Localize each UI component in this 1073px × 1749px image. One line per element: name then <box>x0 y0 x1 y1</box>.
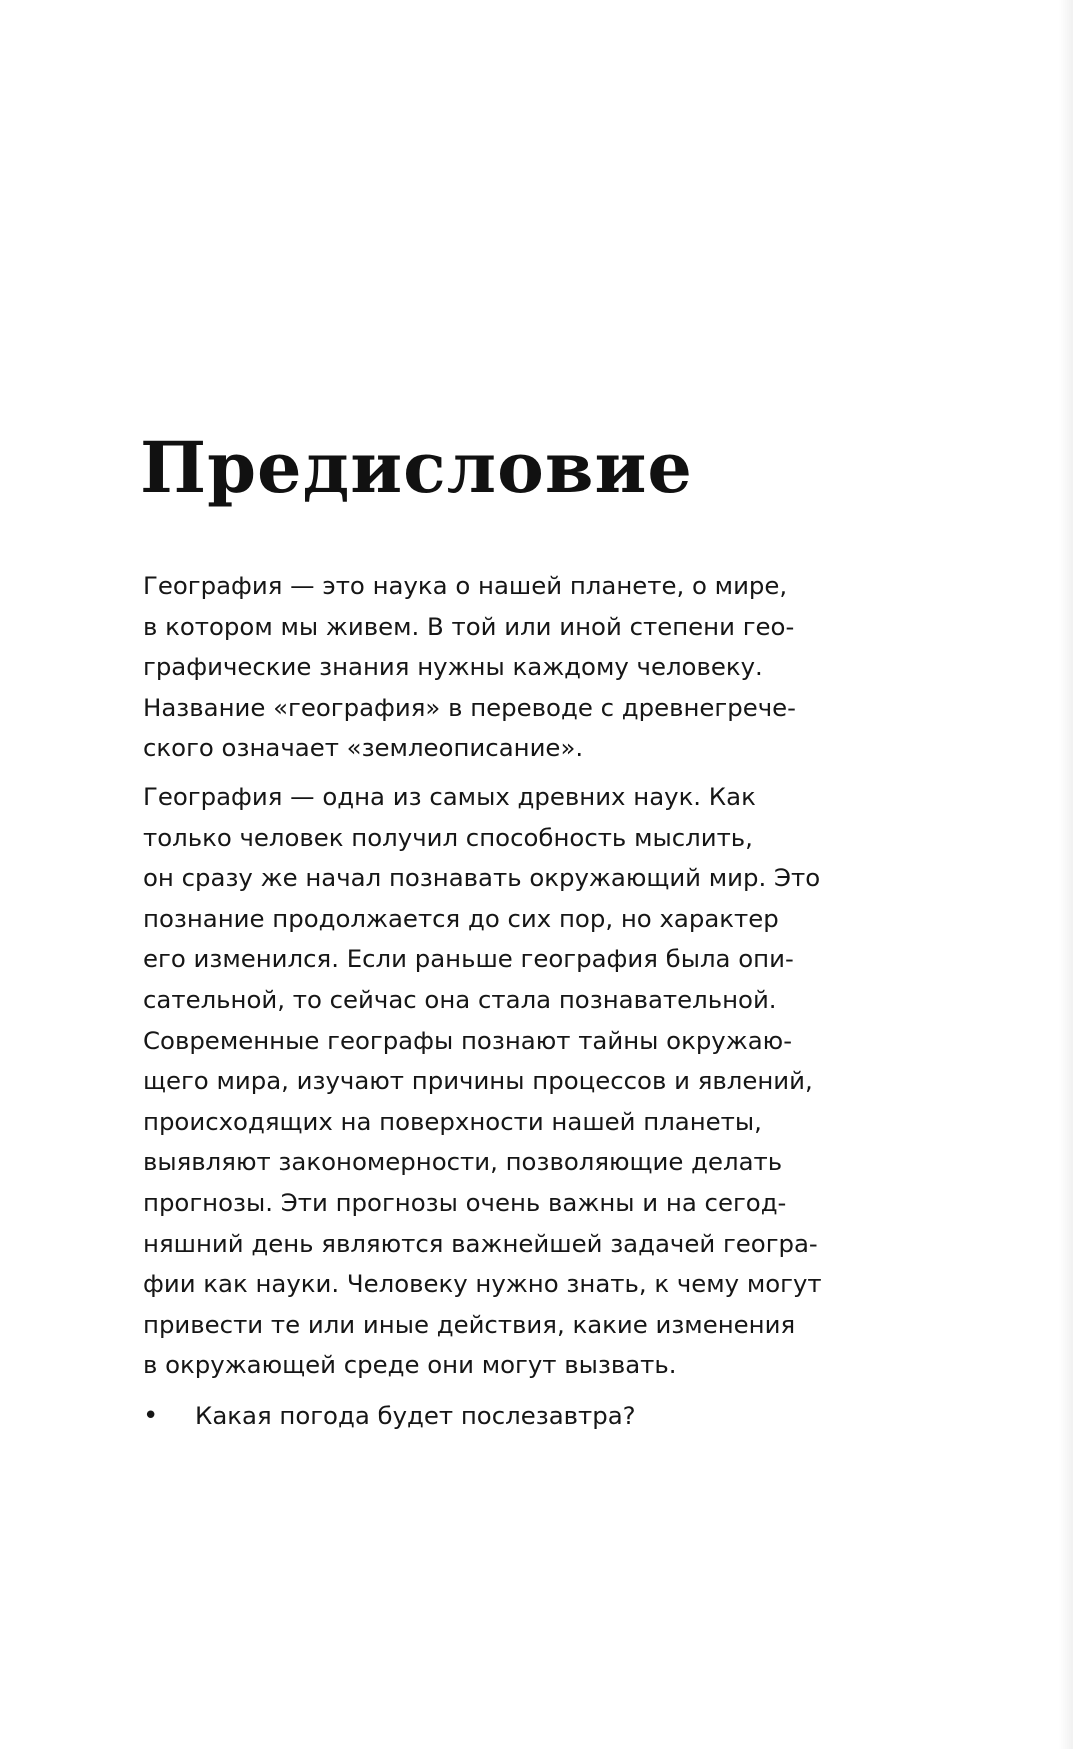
text-line: в окружающей среде они могут вызвать. <box>143 1350 677 1380</box>
text-line: прогнозы. Эти прогнозы очень важны и на сегод- <box>143 1187 787 1217</box>
text-line: только человек получил способность мыслить, <box>143 822 753 852</box>
text-line: сательной, то сейчас она стала познавательной. <box>143 984 777 1014</box>
paragraph-gap <box>143 769 903 777</box>
text-line: графические знания нужны каждому человеку. <box>143 652 763 682</box>
text-line: познание продолжается до сих пор, но характер <box>143 903 779 933</box>
text-line: щего мира, изучают причины процессов и явлений, <box>143 1066 813 1096</box>
text-line: выявляют закономерности, позволяющие делать <box>143 1147 783 1177</box>
text-line: География — это наука о нашей планете, о мире, <box>143 571 788 600</box>
page-title: Предисловие <box>140 426 693 509</box>
text-line: фии как науки. Человеку нужно знать, к чему могут <box>143 1269 822 1299</box>
text-line: няшний день являются важнейшей задачей геогра- <box>143 1228 818 1258</box>
text-line: Название «география» в переводе с древнегрече- <box>143 692 796 722</box>
paragraph-gap <box>143 1386 903 1394</box>
text-line: привести те или иные действия, какие изменения <box>143 1309 796 1339</box>
paragraph-1 <box>143 566 903 769</box>
text-line: Современные географы познают тайны окружаю- <box>143 1025 792 1055</box>
text-line: происходящих на поверхности нашей планеты, <box>143 1106 762 1136</box>
text-line: он сразу же начал познавать окружающий мир. Это <box>143 863 821 893</box>
text-line: География — одна из самых древних наук. Как <box>143 781 756 811</box>
text-line: ского означает «землеописание». <box>143 733 584 763</box>
bullet-list <box>143 1394 903 1438</box>
list-item-text: Какая погода будет послезавтра? <box>195 1400 636 1430</box>
page-edge-shadow <box>1059 0 1073 1749</box>
text-line: его изменился. Если раньше география была опи- <box>143 944 794 974</box>
list-item <box>143 1394 903 1438</box>
body-text <box>143 566 903 1438</box>
paragraph-2 <box>143 777 903 1386</box>
bullet-icon: • <box>143 1400 159 1431</box>
text-line: в котором мы живем. В той или иной степени гео- <box>143 611 795 641</box>
